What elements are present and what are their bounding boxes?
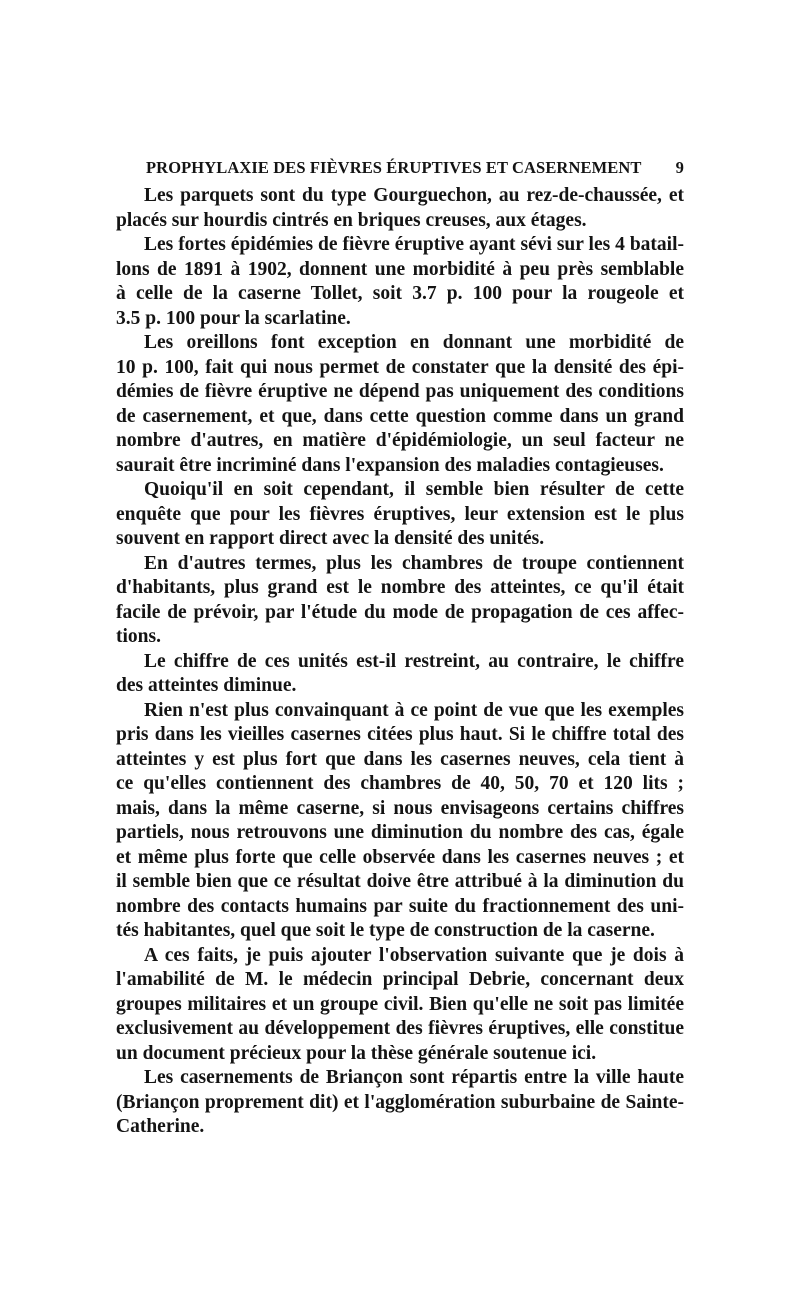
paragraph [116,552,684,650]
text-line: placés sur hourdis cintrés en briques creuses, aux étages. [116,209,587,231]
text-line: enquête que pour les fièvres éruptives, leur extension est le plus [116,503,684,525]
text-line: partiels, nous retrouvons une diminution du nombre des cas, égale [116,822,684,843]
text-line: atteintes y est plus fort que dans les casernes neuves, cela tient à [116,748,684,770]
text-line: Les parquets sont du type Gourguechon, au rez-de-chaussée, et [144,185,684,206]
text-line: 10 p. 100, fait qui nous permet de constater que la densité des épi- [116,356,684,378]
text-line: Les fortes épidémies de fièvre éruptive ayant sévi sur les 4 batail- [144,234,684,255]
text-line: à celle de la caserne Tollet, soit 3.7 p. 100 pour la rougeole et [116,283,684,304]
text-line: (Briançon proprement dit) et l'agglomération suburbaine de Sainte- [116,1091,684,1113]
text-line: nombre des contacts humains par suite du fractionnement des uni- [116,895,684,917]
text-line: Quoiqu'il en soit cependant, il semble bien résulter de cette [144,479,684,500]
text-line: saurait être incriminé dans l'expansion des maladies contagieuses. [116,454,664,476]
paragraph [116,1066,684,1140]
text-line: souvent en rapport direct avec la densité des unités. [116,528,545,549]
text-line: nombre d'autres, en matière d'épidémiologie, un seul facteur ne [116,430,684,451]
text-line: Catherine. [116,1116,205,1137]
text-line: facile de prévoir, par l'étude du mode de propagation de ces affec- [116,601,684,623]
text-line: démies de fièvre éruptive ne dépend pas uniquement des conditions [116,381,684,402]
text-line: lons de 1891 à 1902, donnent une morbidité à peu près semblable [116,258,684,280]
text-line: un document précieux pour la thèse générale soutenue ici. [116,1042,597,1064]
text-line: ce qu'elles contiennent des chambres de 40, 50, 70 et 120 lits ; [116,773,684,794]
text-line: mais, dans la même caserne, si nous envisageons certains chiffres [116,797,684,819]
body-text [116,184,684,1140]
text-line: des atteintes diminue. [116,675,297,696]
text-line: tés habitantes, quel que soit le type de construction de la caserne. [116,920,655,941]
text-line: exclusivement au développement des fièvres éruptives, elle constitue [116,1018,684,1039]
text-line: A ces faits, je puis ajouter l'observation suivante que je dois à [144,944,684,966]
text-line: En d'autres termes, plus les chambres de troupe contiennent [144,552,684,574]
text-line: 3.5 p. 100 pour la scarlatine. [116,307,351,329]
text-line: de casernement, et que, dans cette question comme dans un grand [116,405,684,427]
text-line: il semble bien que ce résultat doive être attribué à la diminution du [116,871,684,892]
running-title: PROPHYLAXIE DES FIÈVRES ÉRUPTIVES ET CASERNEMENT [146,158,642,177]
paragraph [116,699,684,944]
text-line: et même plus forte que celle observée dans les casernes neuves ; et [116,846,684,868]
page-number: 9 [675,158,684,177]
paragraph [116,478,684,552]
text-line: Rien n'est plus convainquant à ce point de vue que les exemples [144,699,684,721]
text-line: groupes militaires et un groupe civil. Bien qu'elle ne soit pas limitée [116,993,684,1015]
paragraph [116,233,684,331]
paragraph [116,650,684,699]
book-page [116,0,684,1304]
text-line: Les oreillons font exception en donnant une morbidité de [144,332,684,353]
text-line: Les casernements de Briançon sont répartis entre la ville haute [144,1067,684,1088]
paragraph [116,331,684,478]
paragraph [116,184,684,233]
text-line: l'amabilité de M. le médecin principal Debrie, concernant deux [116,969,684,990]
text-line: d'habitants, plus grand est le nombre des atteintes, ce qu'il était [116,577,684,598]
running-header [116,158,684,184]
text-line: Le chiffre de ces unités est-il restreint, au contraire, le chiffre [144,650,684,672]
paragraph [116,944,684,1067]
text-line: tions. [116,626,161,647]
text-line: pris dans les vieilles casernes citées plus haut. Si le chiffre total des [116,724,684,745]
